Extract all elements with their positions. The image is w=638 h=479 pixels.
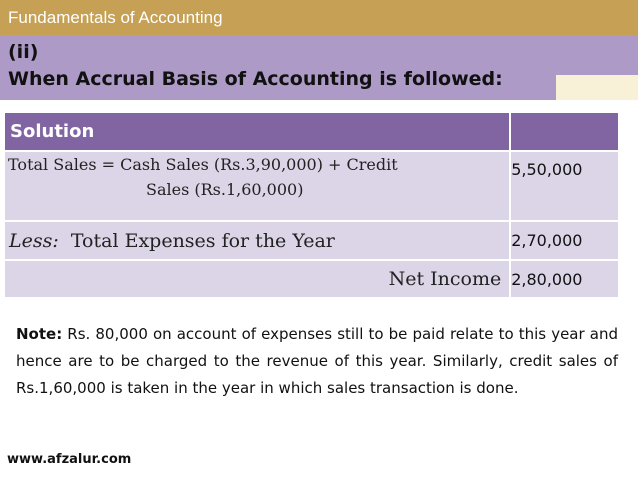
title-banner <box>0 35 638 100</box>
title-accent-block <box>556 75 638 100</box>
solution-header-row <box>5 113 618 150</box>
website-footer: www.afzalur.com <box>7 452 132 467</box>
note-paragraph <box>16 321 618 402</box>
slide-title: When Accrual Basis of Accounting is followed: <box>8 68 503 90</box>
net-income-amount: 2,80,000 <box>511 261 618 297</box>
total-expenses-label <box>5 222 509 259</box>
solution-heading: Solution <box>5 113 509 150</box>
total-sales-label <box>5 152 509 220</box>
table-row <box>5 222 618 259</box>
note-label: Note: <box>16 325 63 343</box>
total-sales-label-line2: Sales (Rs.1,60,000) <box>146 180 304 199</box>
solution-header-empty-cell <box>511 113 618 150</box>
table-row <box>5 261 618 297</box>
note-text: Rs. 80,000 on account of expenses still to be paid relate to this year and hence are to be charged to the revenue of this year. Similarly, credit sales of Rs.1,60,000 is taken in the year in which sales transaction is done. <box>16 325 618 397</box>
table-row <box>5 152 618 220</box>
solution-table <box>3 111 620 299</box>
title-number: (ii) <box>8 41 39 63</box>
total-sales-label-line1: Total Sales = Cash Sales (Rs.3,90,000) + Credit <box>8 155 398 174</box>
total-sales-amount: 5,50,000 <box>511 152 618 220</box>
less-prefix: Less: <box>9 229 59 252</box>
total-expenses-amount: 2,70,000 <box>511 222 618 259</box>
total-expenses-text: Total Expenses for the Year <box>70 229 335 252</box>
subject-title: Fundamentals of Accounting <box>8 8 223 27</box>
net-income-label: Net Income <box>5 261 509 297</box>
subject-header <box>0 0 638 35</box>
